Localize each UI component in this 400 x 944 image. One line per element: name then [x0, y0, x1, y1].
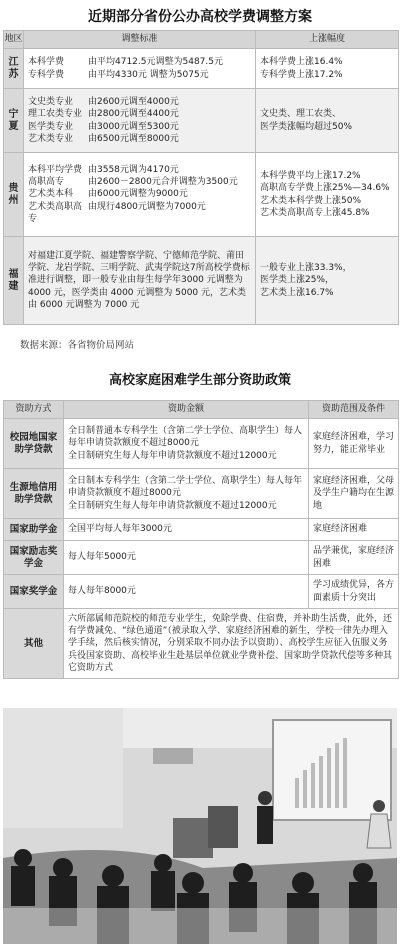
standard-item — [28, 133, 251, 145]
item-value: 由3558元调为4170元 — [88, 165, 179, 176]
tuition-row-fujian — [4, 237, 399, 325]
increase-line: 艺术类上涨16.7% — [260, 287, 334, 298]
item-name: 专科学费 — [28, 69, 65, 80]
item-value: 由2600－2800元合并调整为3500元 — [88, 177, 238, 188]
aid-amount: 全国平均每人每年3000元 — [64, 519, 309, 541]
item-name: 艺术类高职高专 — [28, 201, 83, 224]
lecture-hall-illustration — [3, 708, 397, 944]
tuition-row-jiangsu — [4, 49, 399, 89]
aid-amount: 六所部属师范院校的师范专业学生，免除学费、住宿费，并补助生活费，此外，还有学费减免、“绿色通道”（被录取入学、家庭经济困难的新生，学校一律先办理入学手续，然后核实情况，分别采取不同办法予以资助）、高校学生应征入伍服义务兵役国家资助、高校毕业生赴基层单位就业学费补偿、国家助学贷款代偿等多种其它资助方式 — [64, 609, 399, 679]
item-value: 由现行4800元调整为7000元 — [88, 201, 206, 212]
increase-cell — [256, 237, 399, 325]
item-value: 由3000元调至5300元 — [88, 121, 179, 132]
aid-scope: 家庭经济困难 — [309, 519, 399, 541]
aid-amount: 每人每年8000元 — [64, 575, 309, 609]
increase-line: 一般专业上涨33.3%， — [260, 263, 352, 274]
tuition-row-guizhou — [4, 153, 399, 237]
standard-cell: 对福建江夏学院、福建警察学院、宁德师范学院、莆田学院、龙岩学院、三明学院、武夷学院这7所高校学费标准进行调整，即一般专业由每生每学年3000 元调整为 4000 元，医学类由 4000 元调整为 5000 元，艺术类由 6000 元调整为 7000 元 — [24, 237, 256, 325]
header-kind: 资助方式 — [4, 401, 64, 419]
region-cell: 江苏 — [4, 49, 24, 89]
standard-item — [28, 201, 251, 225]
item-name: 高职高专 — [28, 177, 65, 188]
aid-kind: 国家励志奖学金 — [4, 541, 64, 575]
standard-cell — [24, 89, 256, 153]
standard-item — [28, 188, 251, 200]
standard-item — [28, 108, 251, 120]
increase-line: 文史类、理工农类、 — [260, 109, 342, 120]
aid-kind: 校园地国家助学贷款 — [4, 419, 64, 469]
aid-row — [4, 575, 399, 609]
item-value: 由6500元调至8000元 — [88, 133, 179, 144]
region-cell: 贵州 — [4, 153, 24, 237]
aid-header-row — [4, 401, 399, 419]
increase-line: 艺术类本科学费上涨50% — [260, 195, 362, 206]
item-name: 文史类专业 — [28, 97, 74, 108]
lecture-hall-photo — [3, 708, 397, 944]
region-cell: 宁夏 — [4, 89, 24, 153]
tuition-header-row — [4, 31, 399, 49]
aid-row — [4, 419, 399, 469]
aid-scope: 学习成绩优异，各方面素质十分突出 — [309, 575, 399, 609]
aid-table — [3, 400, 399, 679]
item-name: 理工农类专业 — [28, 109, 83, 120]
item-name: 艺术类专业 — [28, 133, 74, 144]
standard-cell — [24, 153, 256, 237]
item-name: 艺术类本科 — [28, 189, 74, 200]
standard-item — [28, 164, 251, 176]
increase-line: 高职高专学费上涨25%—34.6% — [260, 183, 390, 194]
increase-line: 本科学费平均上涨17.2% — [260, 171, 361, 182]
increase-line: 专科学费上涨17.2% — [260, 69, 343, 80]
aid-row — [4, 541, 399, 575]
aid-kind: 国家奖学金 — [4, 575, 64, 609]
standard-item — [28, 96, 251, 108]
increase-line: 艺术类高职高专上涨45.8% — [260, 207, 370, 218]
header-standard: 调整标准 — [24, 31, 256, 49]
item-name: 本科平均学费 — [28, 165, 83, 176]
aid-kind: 生源地信用助学贷款 — [4, 469, 64, 519]
header-amount: 资助金额 — [64, 401, 309, 419]
item-value: 由平均4330元 调整为5075元 — [88, 69, 209, 80]
aid-kind: 其他 — [4, 609, 64, 679]
item-value: 由2800元调至4400元 — [88, 109, 179, 120]
increase-cell — [256, 89, 399, 153]
standard-cell — [24, 49, 256, 89]
aid-kind: 国家助学金 — [4, 519, 64, 541]
aid-row — [4, 469, 399, 519]
region-cell: 福建 — [4, 237, 24, 325]
aid-row-other — [4, 609, 399, 679]
item-value: 由6000元调整为9000元 — [88, 189, 188, 200]
aid-amount: 全日制本专科学生（含第二学士学位、高职学生）每人每年申请贷款额度不超过8000元 全日制研究生每人每年申请贷款额度不超过12000元 — [64, 469, 309, 519]
aid-amount: 全日制普通本专科学生（含第二学士学位、高职学生）每人每年申请贷款额度不超过8000元 全日制研究生每人每年申请贷款额度不超过12000元 — [64, 419, 309, 469]
increase-line: 医学类上涨25%， — [260, 275, 335, 286]
standard-item — [28, 69, 251, 81]
tuition-title: 近期部分省份公办高校学费调整方案 — [88, 9, 312, 25]
header-scope: 资助范围及条件 — [309, 401, 399, 419]
aid-scope: 家庭经济困难，学习努力，能正常毕业 — [309, 419, 399, 469]
item-value: 由平均4712.5元调整为5487.5元 — [88, 57, 223, 68]
standard-item — [28, 121, 251, 133]
increase-cell — [256, 153, 399, 237]
aid-row — [4, 519, 399, 541]
data-source: 数据来源：各省物价局网站 — [20, 340, 135, 351]
aid-scope: 品学兼优，家庭经济困难 — [309, 541, 399, 575]
aid-scope: 家庭经济困难，父母及学生户籍均在生源地 — [309, 469, 399, 519]
item-name: 医学类专业 — [28, 121, 74, 132]
aid-title: 高校家庭困难学生部分资助政策 — [108, 373, 291, 388]
standard-item — [28, 56, 251, 68]
increase-line: 本科学费上涨16.4% — [260, 57, 343, 68]
item-name: 本科学费 — [28, 57, 65, 68]
increase-cell — [256, 49, 399, 89]
item-value: 由2600元调至4000元 — [88, 97, 179, 108]
aid-amount: 每人每年5000元 — [64, 541, 309, 575]
tuition-row-ningxia — [4, 89, 399, 153]
tuition-table — [3, 30, 399, 325]
increase-line: 医学类涨幅均超过50% — [260, 121, 353, 132]
header-region: 地区 — [4, 31, 24, 49]
standard-item — [28, 176, 251, 188]
header-increase: 上涨幅度 — [256, 31, 399, 49]
